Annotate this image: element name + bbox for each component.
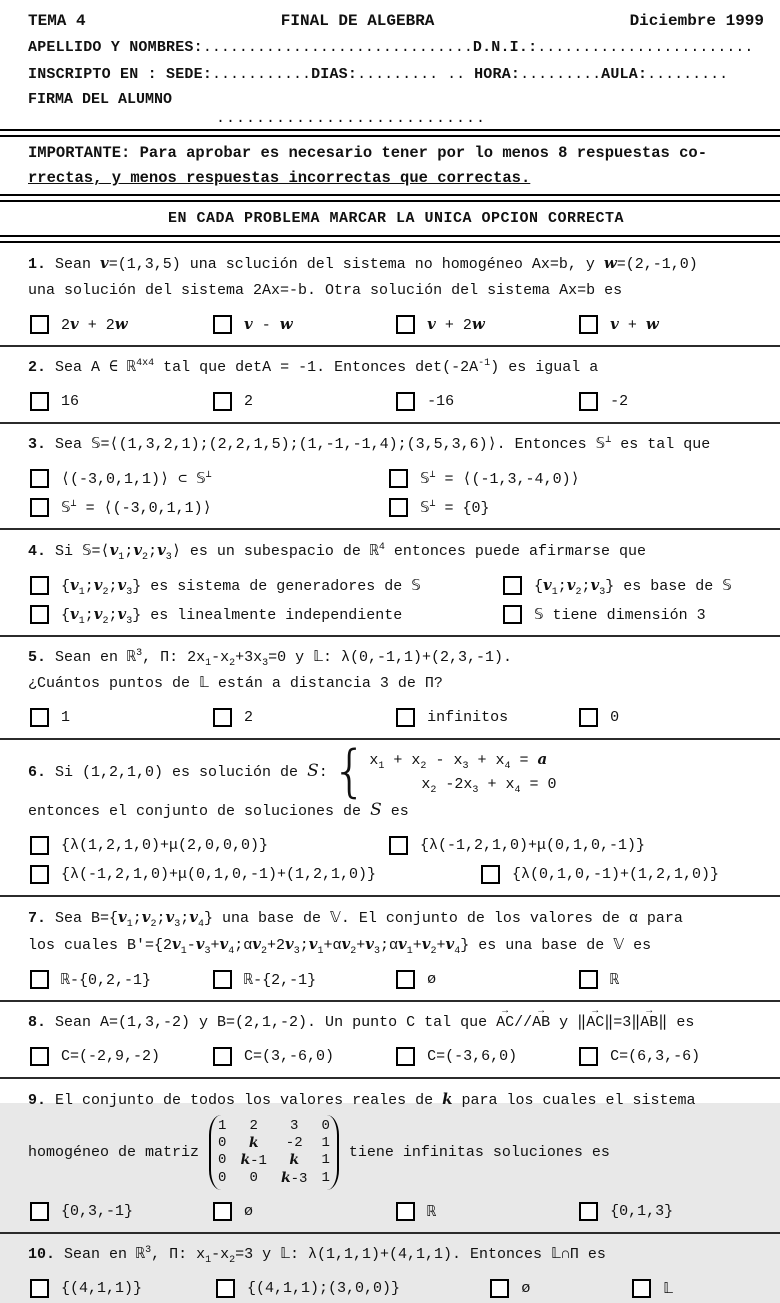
answer-checkbox[interactable]: [30, 392, 49, 411]
answer-option[interactable]: [488, 1279, 630, 1298]
system-brace: {: [331, 739, 368, 804]
option-label: infinitos: [427, 709, 509, 726]
answer-option[interactable]: [28, 1202, 211, 1221]
problem-text: tiene infinitas soluciones es: [348, 1143, 610, 1161]
options: [28, 831, 764, 889]
exam-topic: TEMA 4: [28, 12, 86, 30]
options: [28, 571, 764, 629]
answer-option[interactable]: [28, 605, 501, 627]
answer-option[interactable]: [387, 469, 764, 488]
answer-option[interactable]: [394, 1047, 577, 1066]
option-label: ø: [244, 1203, 254, 1220]
answer-option[interactable]: [211, 392, 394, 411]
option-label: {0,3,-1}: [61, 1203, 134, 1220]
matrix-cell: 1: [321, 1134, 330, 1151]
answer-checkbox[interactable]: [30, 576, 49, 595]
problem-text: ¿Cuántos puntos de 𝕃 están a distancia 3 de Π?: [28, 675, 443, 692]
answer-option[interactable]: [28, 576, 501, 598]
signature-label: FIRMA DEL ALUMNO: [28, 91, 173, 108]
matrix-cell: 0: [218, 1134, 227, 1151]
options-row: [28, 600, 764, 629]
page-title: FINAL DE ALGEBRA: [280, 12, 435, 30]
divider: [0, 345, 780, 347]
system-equations: [369, 747, 556, 797]
problem-text: 7. Sea $B=\{v_1;v_2;v_3;v_4\}$ una base de 𝕍. El conjunto de los valores de α para: [28, 908, 683, 930]
answer-option[interactable]: [28, 865, 479, 884]
answer-checkbox[interactable]: [396, 392, 415, 411]
answer-checkbox[interactable]: [389, 498, 408, 517]
options: [28, 387, 764, 416]
option-label: 16: [61, 393, 80, 410]
problems-list: [28, 247, 764, 1303]
divider: [0, 1000, 780, 1002]
option-label: $\{v_1;v_2;v_3\}$ es linealmente independiente: [61, 605, 403, 627]
answer-option[interactable]: [214, 1279, 488, 1298]
answer-option[interactable]: [501, 576, 764, 598]
answer-checkbox[interactable]: [490, 1279, 509, 1298]
answer-checkbox[interactable]: [213, 1202, 232, 1221]
answer-checkbox[interactable]: [30, 970, 49, 989]
option-label: 1: [61, 709, 71, 726]
problem-1: [28, 247, 764, 339]
problem-text: homogéneo de matriz: [28, 1143, 200, 1161]
answer-checkbox[interactable]: [30, 315, 49, 334]
answer-checkbox[interactable]: [213, 315, 232, 334]
matrix-cell: 3: [290, 1118, 299, 1134]
option-label: 𝕊⊥ = ⟨(-1,3,-4,0)⟩: [419, 470, 580, 488]
problem-text: 8. Sean A=(1,3,-2) y B=(2,1,-2). Un punto C tal que → AC//→ AB y ‖→ AC‖=3‖→ AB‖ es: [28, 1010, 764, 1035]
answer-option[interactable]: [28, 836, 387, 855]
option-label: ⟨(-3,0,1,1)⟩ ⊂ 𝕊⊥: [61, 470, 212, 488]
option-label: C=(-2,9,-2): [61, 1048, 161, 1065]
name-dni-field-line: APELLIDO Y NOMBRES:..............................D.N.I.:........................: [28, 39, 754, 56]
option-label: {(4,1,1)}: [61, 1280, 143, 1297]
options-row: [28, 965, 764, 994]
option-label: C=(3,-6,0): [244, 1048, 335, 1065]
options: [28, 1197, 764, 1226]
problem-text: 4. Si $𝕊=⟨v_1;v_2;v_3⟩$ es un subespacio de ℝ$^4$ entonces puede afirmarse que: [28, 541, 646, 563]
answer-option[interactable]: [479, 865, 764, 884]
signature-line: ...........................: [216, 110, 487, 127]
option-label: {0,1,3}: [610, 1203, 674, 1220]
divider: [0, 528, 780, 530]
important-notice-line2: rrectas, y menos respuestas incorrectas que correctas.: [28, 169, 531, 187]
answer-checkbox[interactable]: [503, 576, 522, 595]
problem-text: 10. Sean en ℝ$^3$, Π: $x_1-x_2=3$ y 𝕃: λ(1,1,1)+(4,1,1). Entonces 𝕃∩Π es: [28, 1245, 606, 1266]
problem-text: los cuales $B'=\{2v_1-v_3+v_4;\alpha v_2+2v_3;v_1+\alpha v_2+v_3;\alpha v_1+v_2+v_4\}$ es una base de 𝕍 es: [28, 935, 652, 957]
answer-checkbox[interactable]: [216, 1279, 235, 1298]
options: [28, 703, 764, 732]
option-label: 2: [244, 709, 254, 726]
answer-checkbox[interactable]: [30, 708, 49, 727]
option-label: -2: [610, 393, 629, 410]
problem-text: 6. Si (1,2,1,0) es solución de S:: [28, 761, 328, 781]
answer-checkbox[interactable]: [503, 605, 522, 624]
answer-option[interactable]: [501, 605, 764, 624]
answer-checkbox[interactable]: [389, 469, 408, 488]
answer-option[interactable]: [577, 1202, 760, 1221]
option-label: 𝕊 tiene dimensión 3: [534, 607, 706, 624]
matrix-cell: 0: [218, 1169, 227, 1186]
answer-option[interactable]: [28, 469, 387, 488]
problem-6: [28, 739, 764, 889]
option-label: ℝ: [427, 1204, 437, 1221]
options-row: [28, 860, 764, 889]
double-rule: [0, 194, 780, 202]
matrix-cell: 1: [218, 1118, 227, 1134]
answer-checkbox[interactable]: [396, 315, 415, 334]
answer-option[interactable]: [28, 1047, 211, 1066]
problem-9: [28, 1083, 764, 1226]
answer-option[interactable]: [630, 1279, 764, 1298]
answer-option[interactable]: [28, 392, 211, 411]
options: [28, 310, 764, 339]
option-label: ℝ: [610, 972, 620, 989]
answer-option[interactable]: [577, 1047, 760, 1066]
answer-checkbox[interactable]: [396, 1202, 415, 1221]
answer-option[interactable]: [211, 1047, 394, 1066]
matrix-cell: 0: [321, 1118, 330, 1134]
answer-checkbox[interactable]: [213, 708, 232, 727]
problem-5: [28, 641, 764, 732]
matrix-cell: k-3: [280, 1169, 308, 1187]
equation: $x_2$ $-2x_3 + x_4 = 0$: [421, 776, 557, 796]
equation: $x_1 + x_2 - x_3 + x_4 = a$: [369, 750, 548, 772]
option-label: 𝕊⊥ = {0}: [419, 499, 490, 517]
answer-option[interactable]: [28, 1279, 214, 1298]
problem-3: [28, 428, 764, 522]
answer-checkbox[interactable]: [396, 1047, 415, 1066]
option-label: 2: [244, 393, 254, 410]
answer-option[interactable]: [211, 1202, 394, 1221]
double-rule: [0, 129, 780, 137]
answer-checkbox[interactable]: [579, 1047, 598, 1066]
option-label: ℝ-{0,2,-1}: [61, 972, 152, 989]
options-row: [28, 387, 764, 416]
option-label: C=(6,3,-6): [610, 1048, 701, 1065]
matrix-cell: 0: [218, 1152, 227, 1168]
matrix-cell: k: [248, 1134, 259, 1151]
divider: [0, 422, 780, 424]
important-notice-line1: IMPORTANTE: Para aprobar es necesario tener por lo menos 8 respuestas co-: [28, 144, 708, 162]
answer-option[interactable]: [211, 708, 394, 727]
option-label: 𝕊⊥ = ⟨(-3,0,1,1)⟩: [61, 499, 212, 517]
exam-header: [28, 8, 764, 243]
problem-2: [28, 351, 764, 416]
inscription-field-line: INSCRIPTO EN : SEDE:...........DIAS:......... .. HORA:.........AULA:.........: [28, 66, 729, 83]
answer-option[interactable]: [394, 708, 577, 727]
answer-checkbox[interactable]: [213, 392, 232, 411]
answer-option[interactable]: [387, 836, 764, 855]
answer-checkbox[interactable]: [389, 836, 408, 855]
matrix-cell: -2: [285, 1134, 303, 1151]
option-label: {λ(1,2,1,0)+μ(2,0,0,0)}: [61, 837, 269, 854]
options: [28, 965, 764, 994]
option-label: {λ(-1,2,1,0)+μ(0,1,0,-1)}: [419, 837, 645, 854]
answer-checkbox[interactable]: [579, 392, 598, 411]
answer-checkbox[interactable]: [579, 708, 598, 727]
problem-8: [28, 1006, 764, 1071]
option-label: {(4,1,1);(3,0,0)}: [247, 1280, 401, 1297]
options-row: [28, 464, 764, 493]
divider: [0, 1232, 780, 1234]
options-row: [28, 703, 764, 732]
equation-system: [28, 739, 764, 804]
important-notice: [28, 141, 764, 191]
divider: [0, 738, 780, 740]
matrix-cell: 0: [249, 1169, 258, 1186]
answer-option[interactable]: [577, 708, 760, 727]
answer-checkbox[interactable]: [213, 970, 232, 989]
matrix-cell: 2: [249, 1118, 258, 1134]
answer-checkbox[interactable]: [30, 605, 49, 624]
answer-checkbox[interactable]: [579, 1202, 598, 1221]
answer-checkbox[interactable]: [30, 1202, 49, 1221]
answer-checkbox[interactable]: [213, 1047, 232, 1066]
problem-text: 5. Sean en ℝ$^3$, Π: $2x_1-x_2+3x_3=0$ y 𝕃: λ(0,-1,1)+(2,3,-1).: [28, 648, 513, 669]
options: [28, 464, 764, 522]
coefficient-matrix: [209, 1115, 339, 1190]
answer-checkbox[interactable]: [30, 836, 49, 855]
option-label: ℝ-{2,-1}: [244, 972, 317, 989]
option-label: ø: [427, 971, 437, 988]
answer-checkbox[interactable]: [632, 1279, 651, 1298]
instructions-heading: EN CADA PROBLEMA MARCAR LA UNICA OPCION CORRECTA: [167, 210, 625, 227]
answer-option[interactable]: [211, 315, 394, 334]
divider: [0, 635, 780, 637]
option-label: ø: [521, 1280, 531, 1297]
answer-option[interactable]: [394, 315, 577, 334]
problem-10: [28, 1238, 764, 1303]
answer-option[interactable]: [211, 970, 394, 989]
options-row: [28, 310, 764, 339]
answer-option[interactable]: [394, 392, 577, 411]
divider: [0, 1077, 780, 1079]
answer-checkbox[interactable]: [396, 708, 415, 727]
options-row: [28, 1042, 764, 1071]
options: [28, 1274, 764, 1303]
answer-option[interactable]: [394, 1202, 577, 1221]
header-top-row: [28, 8, 764, 34]
answer-checkbox[interactable]: [396, 970, 415, 989]
answer-option[interactable]: [387, 498, 764, 517]
problem-text: 2. Sea A ∈ ℝ$^{4x4}$ tal que detA = -1. Entonces $\det(-2A^{-1})$ es igual a: [28, 358, 599, 376]
options-row: [28, 571, 764, 600]
matrix-cell: 1: [321, 1152, 330, 1168]
option-label: {λ(-1,2,1,0)+μ(0,1,0,-1)+(1,2,1,0)}: [61, 866, 377, 883]
options: [28, 1042, 764, 1071]
option-label: C=(-3,6,0): [427, 1048, 518, 1065]
answer-option[interactable]: [577, 970, 760, 989]
answer-option[interactable]: [394, 970, 577, 989]
problem-4: [28, 534, 764, 629]
option-label: $\{v_1;v_2;v_3\}$ es base de 𝕊: [534, 576, 732, 598]
answer-checkbox[interactable]: [481, 865, 500, 884]
matrix-line: [28, 1115, 764, 1190]
option-label: 2v + 2w: [61, 315, 128, 334]
answer-option[interactable]: [28, 708, 211, 727]
answer-checkbox[interactable]: [30, 1047, 49, 1066]
options-row: [28, 493, 764, 522]
option-label: v - w: [244, 315, 293, 334]
option-label: 𝕃: [663, 1281, 673, 1298]
answer-checkbox[interactable]: [30, 1279, 49, 1298]
option-label: {λ(0,1,0,-1)+(1,2,1,0)}: [511, 866, 719, 883]
options-row: [28, 1197, 764, 1226]
divider: [0, 895, 780, 897]
problem-text: entonces el conjunto de soluciones de S es: [28, 800, 409, 820]
answer-checkbox[interactable]: [30, 865, 49, 884]
option-label: v + 2w: [427, 315, 485, 334]
problem-7: [28, 901, 764, 994]
answer-checkbox[interactable]: [30, 498, 49, 517]
options-row: [28, 831, 764, 860]
option-label: -16: [427, 393, 455, 410]
problem-text: 1. Sean v=(1,3,5) una sclución del sistema no homogéneo Ax=b, y w=(2,-1,0): [28, 254, 698, 273]
matrix-cell: k: [289, 1152, 300, 1168]
option-label: $\{v_1;v_2;v_3\}$ es sistema de generadores de 𝕊: [61, 576, 421, 598]
double-rule: [0, 235, 780, 243]
problem-text: 3. Sea 𝕊=⟨(1,3,2,1);(2,2,1,5);(1,-1,-1,4);(3,5,3,6)⟩. Entonces 𝕊⊥ es tal que: [28, 435, 711, 453]
answer-option[interactable]: [28, 970, 211, 989]
matrix-cell: 1: [321, 1169, 330, 1186]
option-label: 0: [610, 709, 620, 726]
answer-option[interactable]: [577, 392, 760, 411]
answer-option[interactable]: [28, 315, 211, 334]
options-row: [28, 1274, 764, 1303]
problem-text: una solución del sistema 2Ax=-b. Otra solución del sistema Ax=b es: [28, 282, 623, 299]
answer-checkbox[interactable]: [579, 970, 598, 989]
answer-option[interactable]: [577, 315, 760, 334]
option-label: v + w: [610, 315, 659, 334]
problem-text: 9. El conjunto de todos los valores reales de k para los cuales el sistema: [28, 1090, 696, 1109]
matrix-cell: k-1: [240, 1152, 267, 1169]
answer-option[interactable]: [28, 498, 387, 517]
answer-checkbox[interactable]: [30, 469, 49, 488]
exam-date: Diciembre 1999: [629, 12, 764, 30]
answer-checkbox[interactable]: [579, 315, 598, 334]
